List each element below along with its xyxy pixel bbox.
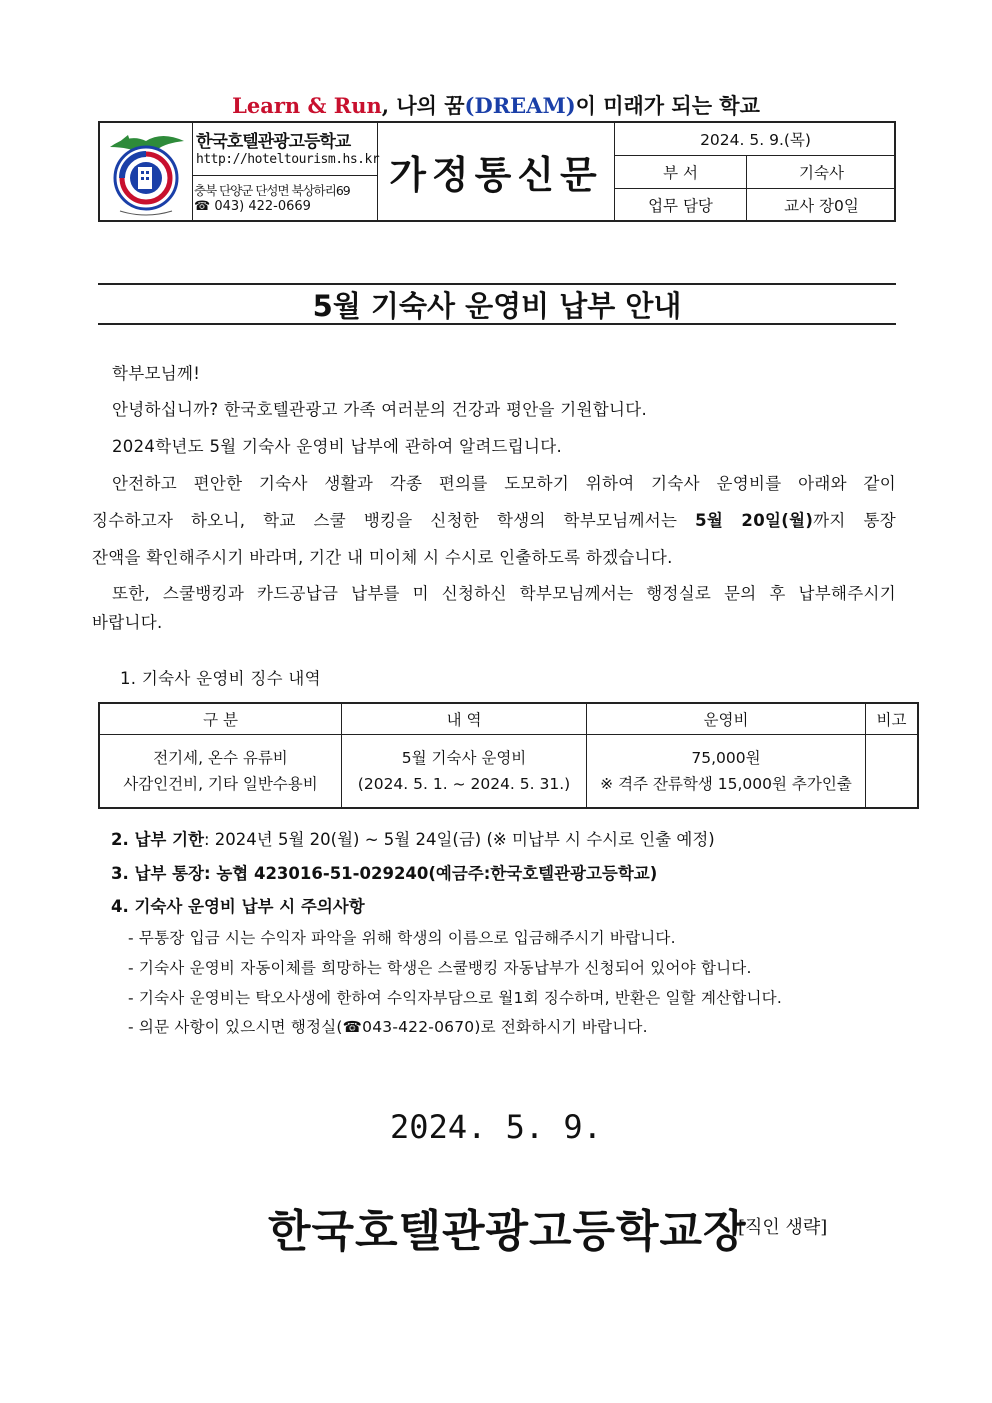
school-slogan <box>0 90 992 120</box>
section-1-heading: 1. 기숙사 운영비 징수 내역 <box>120 669 321 688</box>
slogan-dream: (DREAM) <box>464 93 576 118</box>
deadline-highlight: 5월 20일(월) <box>695 511 814 530</box>
dept-label: 부 서 <box>615 156 747 188</box>
principal-signature: 한국호텔관광고등학교장 <box>268 1206 747 1257</box>
table-header: 운영비 <box>587 703 866 735</box>
paragraph-3-line-3: 잔액을 확인해주시기 바라며, 기간 내 미이체 시 수시로 인출하도록 하겠습니다. <box>92 548 673 567</box>
list-item: - 기숙사 운영비는 탁오사생에 한하여 수익자부담으로 월1회 징수하며, 반환은 일할 계산합니다. <box>128 989 782 1007</box>
paragraph-3-line-1: 안전하고 편안한 기숙사 생활과 각종 편의를 도모하기 위하여 기숙사 운영비를 아래와 같이 <box>112 474 896 493</box>
doc-title: 가정통신문 <box>378 123 615 220</box>
school-logo <box>100 123 193 220</box>
fee-table <box>98 702 919 809</box>
slogan-text: , 나의 꿈 <box>381 93 465 118</box>
seal-omitted: [직인 생략] <box>738 1217 828 1238</box>
table-header: 내 역 <box>342 703 587 735</box>
dept-value: 기숙사 <box>799 164 844 182</box>
school-emblem-icon <box>100 123 192 220</box>
list-item: - 의문 사항이 있으시면 행정실(☎043-422-0670)로 전화하시기 바랍니다. <box>128 1018 648 1036</box>
paragraph-3-text: 징수하고자 하오니, 학교 스쿨 뱅킹을 신청한 학생의 학부모님께서는 <box>92 511 696 530</box>
section-4-heading: 4. 기숙사 운영비 납부 시 주의사항 <box>111 897 365 916</box>
table-header: 구 분 <box>99 703 342 735</box>
school-name: 한국호텔관광고등학교 <box>196 132 351 152</box>
section-2 <box>111 826 715 850</box>
paragraph-4-line-2: 바랍니다. <box>92 613 163 632</box>
paragraph-2: 2024학년도 5월 기숙사 운영비 납부에 관하여 알려드립니다. <box>112 437 563 456</box>
table-header-row <box>99 703 918 735</box>
slogan-learn-run: Learn & Run <box>232 93 382 118</box>
list-item: - 기숙사 운영비 자동이체를 희망하는 학생은 스쿨뱅킹 자동납부가 신청되어 있어야 합니다. <box>128 959 752 977</box>
greeting: 학부모님께! <box>112 364 201 383</box>
notice-title: 5월 기숙사 운영비 납부 안내 <box>98 283 896 325</box>
paragraph-4-line-1: 또한, 스쿨뱅킹과 카드공납금 납부를 미 신청하신 학부모님께서는 행정실로 문의 후 납부해주시기 <box>112 584 896 603</box>
paragraph-1: 안녕하십니까? 한국호텔관광고 가족 여러분의 건강과 평안을 기원합니다. <box>112 400 648 419</box>
staff-label: 업무 담당 <box>615 189 747 221</box>
table-cell <box>866 735 919 809</box>
doc-date: 2024. 5. 9.(목) <box>700 131 811 149</box>
staff-value: 교사 장0일 <box>784 197 859 215</box>
table-header: 비고 <box>866 703 919 735</box>
letter-header <box>98 121 896 222</box>
school-info <box>193 123 378 220</box>
table-cell: 5월 기숙사 운영비 (2024. 5. 1. ~ 2024. 5. 31.) <box>342 735 587 809</box>
school-url[interactable]: http://hoteltourism.hs.kr <box>196 152 380 167</box>
section-2-label: 2. 납부 기한 <box>111 830 204 849</box>
list-item: - 무통장 입금 시는 수익자 파악을 위해 학생의 이름으로 입금해주시기 바랍니다. <box>128 929 676 947</box>
table-row <box>99 735 918 809</box>
footer-date: 2024. 5. 9. <box>390 1108 602 1146</box>
section-2-text: : 2024년 5월 20(월) ~ 5월 24일(금) (※ 미납부 시 수시로 인출 예정) <box>204 830 715 849</box>
slogan-text-end: 이 미래가 되는 학교 <box>575 93 760 118</box>
table-cell: 75,000원 ※ 격주 잔류학생 15,000원 추가인출 <box>587 735 866 809</box>
section-3: 3. 납부 통장: 농협 423016-51-029240(예금주:한국호텔관광고등학교) <box>111 864 658 883</box>
doc-meta <box>615 123 896 220</box>
table-cell: 전기세, 온수 유류비 사감인건비, 기타 일반수용비 <box>99 735 342 809</box>
paragraph-3-text-end: 까지 통장 <box>813 511 896 530</box>
paragraph-3-line-2 <box>92 502 896 539</box>
school-address: 충북 단양군 단성면 북상하리69 <box>194 183 350 198</box>
school-phone: ☎ 043) 422-0669 <box>194 199 311 214</box>
